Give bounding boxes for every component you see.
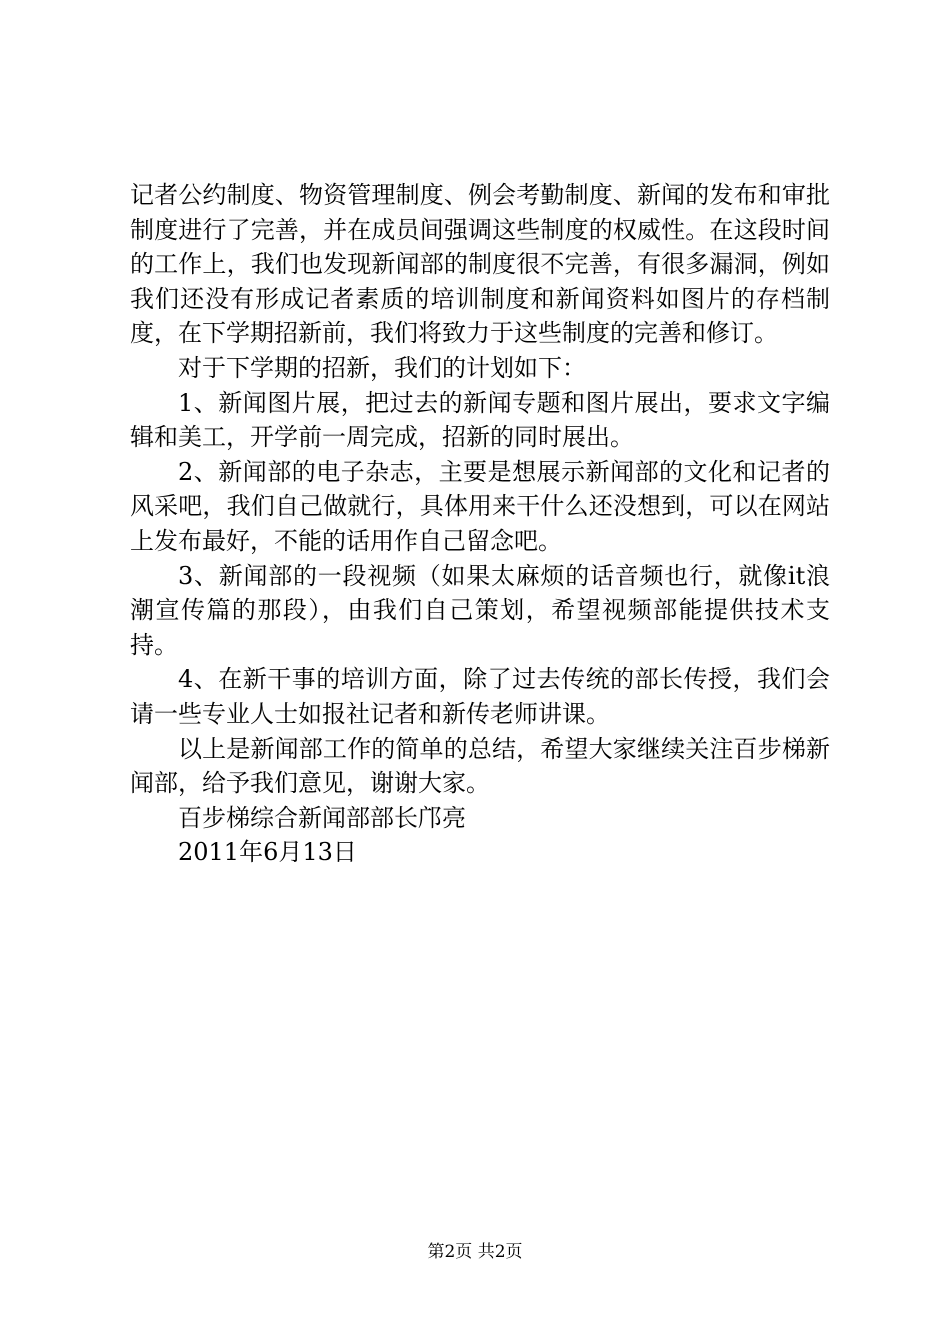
document-body: [130, 178, 830, 870]
signature-line: 百步梯综合新闻部部长邝亮: [178, 803, 466, 832]
paragraph-plan-item-1: 1、新闻图片展，把过去的新闻专题和图片展出，要求文字编辑和美工，开学前一周完成，招新的同时展出。: [130, 388, 830, 452]
paragraph-plan-item-4: 4、在新干事的培训方面，除了过去传统的部长传授，我们会请一些专业人士如报社记者和新传老师讲课。: [130, 665, 830, 728]
paragraph-conclusion: 以上是新闻部工作的简单的总结，希望大家继续关注百步梯新闻部，给予我们意见，谢谢大家。: [130, 734, 830, 798]
page-number-label: 第2页 共2页: [427, 1242, 523, 1262]
paragraph-plan-item-3: 3、新闻部的一段视频（如果太麻烦的话音频也行，就像it浪潮宣传篇的那段），由我们自己策划，希望视频部能提供技术支持。: [130, 561, 830, 659]
page-footer: [0, 1242, 950, 1262]
paragraph-plan-item-2: 2、新闻部的电子杂志，主要是想展示新闻部的文化和记者的风采吧，我们自己做就行，具体用来干什么还没想到，可以在网站上发布最好，不能的话用作自己留念吧。: [130, 457, 830, 555]
paragraph-plan-intro: 对于下学期的招新，我们的计划如下：: [178, 353, 586, 382]
date-line: 2011年6月13日: [178, 838, 357, 867]
paragraph-regulations: 记者公约制度、物资管理制度、例会考勤制度、新闻的发布和审批制度进行了完善，并在成员间强调这些制度的权威性。在这段时间的工作上，我们也发现新闻部的制度很不完善，有很多漏洞，例如我们还没有形成记者素质的培训制度和新闻资料如图片的存档制度，在下学期招新前，我们将致力于这些制度的完善和修订。: [130, 181, 830, 348]
